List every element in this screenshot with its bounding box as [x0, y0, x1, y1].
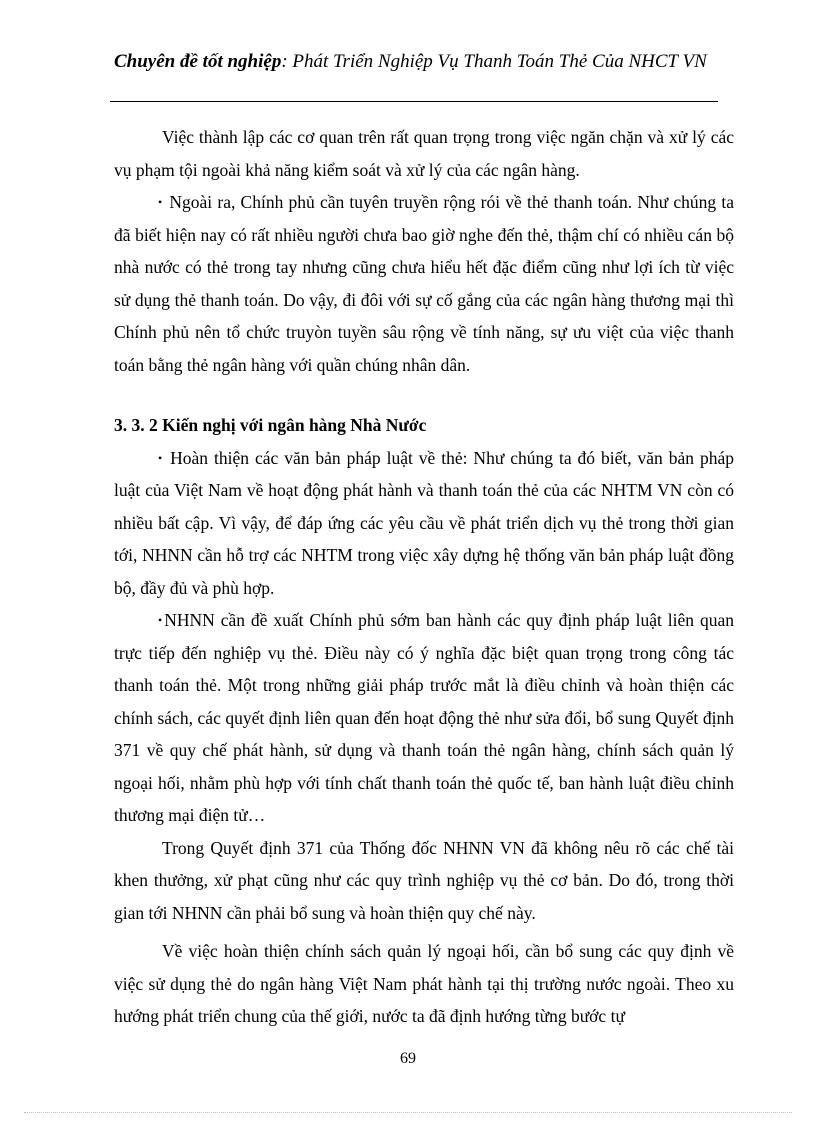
paragraph-2	[114, 186, 734, 381]
header-title: Phát Triển Nghiệp Vụ Thanh Toán Thẻ Của NHCT VN	[292, 51, 707, 72]
paragraph-4	[114, 604, 734, 832]
paragraph-2-text: Ngoài ra, Chính phủ cần tuyên truyền rộng rói về thẻ thanh toán. Như chúng ta đã biết hiện nay có rất nhiều người chưa bao giờ nghe đến thẻ, thậm chí có nhiều cán bộ nhà nước có thẻ trong tay nhưng cũng chưa hiểu hết đặc điểm cũng như lợi ích từ việc sử dụng thẻ thanh toán. Do vậy, đi đôi với sự cố gắng của các ngân hàng thương mại thì Chính phủ nên tổ chức truyòn tuyền sâu rộng về tính năng, sự ưu việt của việc thanh toán bằng thẻ ngân hàng với quần chúng nhân dân.	[114, 192, 735, 375]
header-divider	[110, 101, 718, 102]
bullet-icon: •	[158, 450, 163, 465]
paragraph-3-lead: Hoàn thiện các văn bản pháp luật về thẻ:	[170, 447, 468, 468]
paragraph-1: Việc thành lập các cơ quan trên rất quan trọng trong việc ngăn chặn và xử lý các vụ phạm tội ngoài khả năng kiểm soát và xử lý của các ngân hàng.	[114, 127, 734, 180]
bullet-icon: •	[158, 195, 163, 209]
paragraph-6: Về việc hoàn thiện chính sách quản lý ngoại hối, cần bổ sung các quy định về việc sử dụng thẻ do ngân hàng Việt Nam phát hành tại thị trường nước ngoài. Theo xu hướng phát triển chung của thế giới, nước ta đã định hướng từng bước tự	[114, 941, 734, 1026]
page-number: 69	[400, 1050, 416, 1067]
header-label: Chuyên đề tốt nghiệp	[114, 51, 282, 72]
section-heading: 3. 3. 2 Kiến nghị với ngân hàng Nhà Nước	[114, 415, 427, 435]
running-header	[114, 50, 714, 74]
header-separator: :	[281, 51, 293, 72]
paragraph-3	[114, 442, 734, 605]
paragraph-5: Trong Quyết định 371 của Thống đốc NHNN VN đã không nêu rõ các chế tài khen thưởng, xử phạt cũng như các quy trình nghiệp vụ thẻ cơ bản. Do đó, trong thời gian tới NHNN cần phải bổ sung và hoàn thiện quy chế này.	[114, 837, 734, 923]
bullet-icon: •	[158, 613, 163, 627]
document-body	[114, 121, 734, 1033]
paragraph-4-text: NHNN cần đề xuất Chính phủ sớm ban hành các quy định pháp luật liên quan trực tiếp đến nghiệp vụ thẻ. Điều này có ý nghĩa đặc biệt quan trọng trong công tác thanh toán thẻ. Một trong những giải pháp trước mắt là điều chỉnh và hoàn thiện các chính sách, các quyết định liên quan đến hoạt động thẻ như sửa đổi, bổ sung Quyết định 371 về quy chế phát hành, sử dụng và thanh toán thẻ ngân hàng, chính sách quản lý ngoại hối, nhằm phù hợp với tính chất thanh toán thẻ quốc tế, ban hành luật điều chỉnh thương mại điện tử…	[114, 610, 734, 825]
page-bottom-border	[24, 1112, 792, 1113]
paragraph-3-text: Như chúng ta đó biết, văn bản pháp luật của Việt Nam về hoạt động phát hành và thanh toán thẻ của các NHTM VN còn có nhiều bất cập. Vì vậy, để đáp ứng các yêu cầu về phát triển dịch vụ thẻ trong thời gian tới, NHNN cần hỗ trợ các NHTM trong việc xây dựng hệ thống văn bản pháp luật đồng bộ, đầy đủ và phù hợp.	[114, 447, 734, 598]
